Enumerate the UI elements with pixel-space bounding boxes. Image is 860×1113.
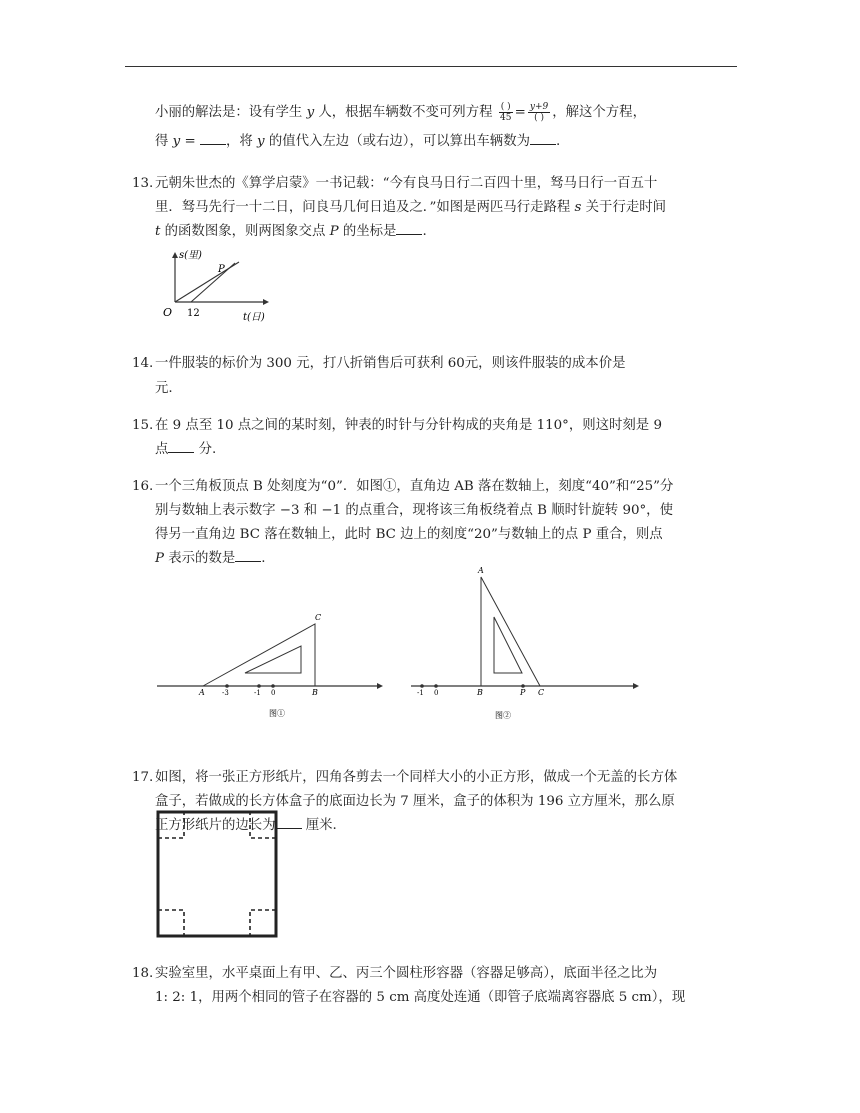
fig1-point	[257, 684, 261, 688]
q16-number: 16.	[132, 479, 154, 494]
fig1-label-a: A	[199, 688, 205, 697]
fig1-point	[271, 684, 275, 688]
q17-line-3: 正方形纸片的边长为 厘米.	[155, 813, 337, 839]
fig2-tick: -1	[417, 689, 424, 697]
q13-graph	[155, 248, 280, 326]
fig1-tick: -1	[254, 689, 261, 697]
line-fast-horse	[191, 263, 235, 302]
fig1-tick: 0	[271, 689, 276, 697]
q13-line-3: t 的函数图象，则两图象交点 P 的坐标是 .	[155, 219, 427, 245]
y-axis-arrow	[172, 252, 178, 258]
fig2-label-b: B	[477, 688, 483, 697]
q16-line-3: 得另一直角边 BC 落在数轴上，此时 BC 边上的刻度“20”与数轴上的点 P 重合，则点	[155, 527, 663, 542]
q17-line-1: 如图，将一张正方形纸片，四角各剪去一个同样大小的小正方形，做成一个无盖的长方体	[155, 770, 678, 785]
fig2-tick: 0	[434, 689, 439, 697]
fig1-tick: -3	[222, 689, 229, 697]
tick-12: 12	[187, 308, 200, 319]
q16-line-1: 一个三角板顶点 B 处刻度为“0”．如图①，直角边 AB 落在数轴上，刻度“40”和“25”分	[155, 479, 674, 494]
q16-figures	[155, 565, 645, 725]
fig2-caption: 图②	[495, 711, 511, 720]
q17-number: 17.	[132, 770, 154, 785]
fig1-caption: 图①	[269, 709, 285, 718]
q12-line-2: 得 y = ，将 y 的值代入左边（或右边），可以算出车辆数为 .	[155, 129, 560, 155]
q13-line-2: 里．驽马先行一十二日，问良马几何日追及之．”如图是两匹马行走路程 s 关于行走时间	[155, 200, 667, 215]
fig1-triangle-outer	[203, 624, 315, 686]
fig2-point	[434, 684, 438, 688]
q14-line-2: 元.	[155, 381, 173, 396]
answer-blank[interactable]	[396, 220, 422, 235]
fig2-arrow	[633, 683, 639, 689]
x-axis-label: t(日)	[243, 312, 265, 323]
y-axis-label: s(里)	[179, 250, 202, 261]
q18-line-1: 实验室里，水平桌面上有甲、乙、丙三个圆柱形容器（容器足够高），底面半径之比为	[155, 966, 658, 981]
fig2-point	[420, 684, 424, 688]
q13-line-1: 元朝朱世杰的《算学启蒙》一书记载：“今有良马日行二百四十里，驽马日行一百五十	[155, 176, 658, 191]
answer-blank[interactable]	[235, 547, 261, 562]
fig2-label-c: C	[538, 688, 545, 697]
fig1-point	[225, 684, 229, 688]
fig2-label-a: A	[478, 566, 484, 575]
q13-number: 13.	[132, 176, 154, 191]
q18-number: 18.	[132, 966, 154, 981]
fig1-triangle-inner	[245, 646, 301, 673]
point-p-label: P	[218, 264, 225, 275]
paper-outline	[158, 812, 276, 936]
q16-line-4: P 表示的数是 .	[155, 546, 266, 572]
q17-square-paper-figure	[155, 808, 280, 940]
corner-cut-top-left	[158, 812, 184, 838]
q15-line-1: 在 9 点至 10 点之间的某时刻，钟表的时针与分针构成的夹角是 110°，则这时刻是 9	[155, 418, 662, 433]
corner-cut-bottom-right	[250, 910, 276, 936]
q15-line-2: 点 分.	[155, 437, 216, 463]
fig1-label-b: B	[312, 688, 318, 697]
fig1-label-c: C	[315, 613, 322, 622]
q15-number: 15.	[132, 418, 154, 433]
q18-line-2: 1: 2: 1，用两个相同的管子在容器的 5 cm 高度处连通（即管子底端离容器底 5 cm），现	[155, 990, 686, 1005]
answer-blank[interactable]	[200, 130, 226, 145]
corner-cut-bottom-left	[158, 910, 184, 936]
header-rule	[125, 66, 737, 67]
x-axis-arrow	[263, 299, 269, 305]
fig1-arrow	[377, 683, 383, 689]
origin-label: O	[163, 306, 173, 319]
fig2-triangle-outer	[481, 577, 540, 686]
corner-cut-top-right	[250, 812, 276, 838]
answer-blank[interactable]	[530, 130, 556, 145]
q17-line-2: 盒子，若做成的长方体盒子的底面边长为 7 厘米，盒子的体积为 196 立方厘米，那么原	[155, 794, 675, 809]
q16-line-2: 别与数轴上表示数字 −3 和 −1 的点重合，现将该三角板绕着点 B 顺时针旋转 90°，使	[155, 503, 673, 518]
fig2-label-p: P	[520, 688, 526, 697]
q14-line-1: 一件服装的标价为 300 元，打八折销售后可获利 60元，则该件服装的成本价是	[155, 356, 626, 371]
q14-number: 14.	[132, 356, 154, 371]
q12-line-1: 小丽的解法是：设有学生 y 人，根据车辆数不变可列方程 $\frac{( )}{45}$ = $\frac{y+9}{( )}$ ，解这个方程，	[155, 102, 646, 123]
answer-blank[interactable]	[168, 438, 194, 453]
fraction-right: $\frac{y+9}{( )}$	[529, 102, 549, 123]
fraction-left: $\frac{( )}{45}$	[499, 102, 512, 123]
